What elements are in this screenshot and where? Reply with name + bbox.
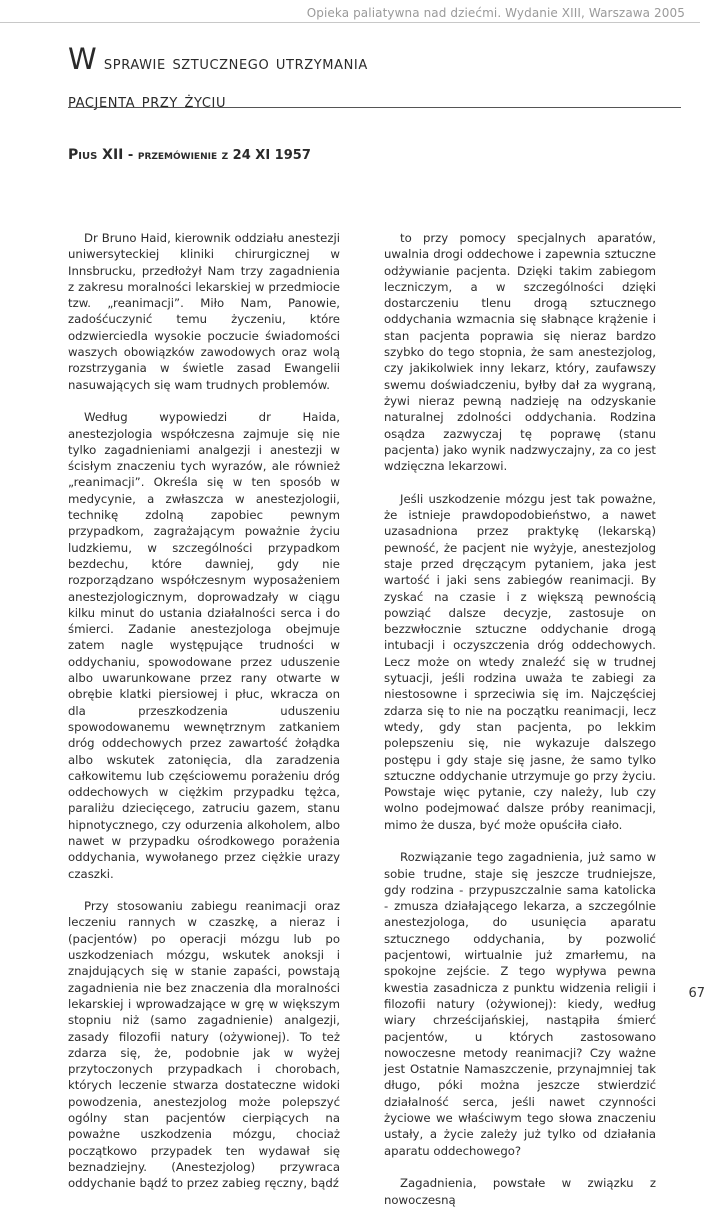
paragraph: Jeśli uszkodzenie mózgu jest tak poważne, że istnieje prawdopodobieństwo, a nawet uzasadniona przez praktykę (lekarską) pewność, że pacjent nie wyżyje, anestezjolog staje przed dręczącym pytaniem, jaka jest wartość i jaki sens zabiegów reanimacji. By zyskać na czasie i z większą pewnością powziąć dalsze decyzje, zastosuje on bezzwłocznie sztuczne oddychanie drogą intubacji i oczyszczenia dróg oddechowych. Lecz może on wtedy znaleźć się w trudnej sytuacji, jeśli rodzina uważa te zabiegi za niestosowne i sprzeciwia się im. Najczęściej zdarza się to nie na początku reanimacji, lecz wtedy, gdy stan pacjenta, po lekkim polepszeniu się, nie wykazuje dalszego postępu i gdy staje się jasne, że samo tylko sztuczne oddychanie utrzymuje go przy życiu. Powstaje więc pytanie, czy należy, lub czy wolno podejmować dalsze próby reanimacji, mimo że dusza, być może opuściła ciało. xyxy=(384,491,656,832)
title-rule xyxy=(68,107,681,108)
author-separator: - xyxy=(123,148,138,163)
author-line xyxy=(68,147,680,163)
title-initial: W xyxy=(68,42,98,76)
paragraph: Według wypowiedzi dr Haida, anestezjologia współczesna zajmuje się nie tylko zagadnieniami analgezji i anestezji w ścisłym znaczeniu tych wyrazów, ale również „reanimacji”. Określa się w ten sposób w medycynie, a zwłaszcza w anestezjologii, technikę zdolną zapobiec pewnym przypadkom, zagrażającym poważnie życiu ludzkiemu, w szczególności przypadkom bezdechu, które dawniej, gdy nie rozporządzano współczesnym wyposażeniem anestezjologicznym, doprowadzały w ciągu kilku minut do ustania działalności serca i do śmierci. Zadanie anestezjologa obejmuje zatem nagle występujące trudności w oddychaniu, spowodowane przez uduszenie albo uwarunkowane przez rany otwarte w obrębie klatki piersiowej i płuc, wkracza on dla przeszkodzenia uduszeniu spowodowanemu wewnętrznym zatkaniem dróg oddechowych przez zawartość żołądka albo wskutek zatonięcia, dla zaradzenia całkowitemu lub częściowemu porażeniu dróg oddechowych w ciężkim przypadku tężca, paraliżu dziecięcego, zatruciu gazem, stanu hipnotycznego, czy odurzenia alkoholem, albo nawet w przypadku ośrodkowego porażenia oddychania, wywołanego przez ciężkie urazy czaszki. xyxy=(68,410,340,881)
title-line-2: pacjenta przy życiu xyxy=(68,90,227,112)
running-header: Opieka paliatywna nad dziećmi. Wydanie XIII, Warszawa 2005 xyxy=(306,6,685,20)
title-line-1: sprawie sztucznego utrzymania xyxy=(97,52,368,74)
left-column xyxy=(68,230,340,1192)
page-number: 67 xyxy=(688,986,705,1001)
author-name: Pius XII xyxy=(68,147,124,163)
paragraph: Dr Bruno Haid, kierownik oddziału anestezji uniwersyteckiej kliniki chirurgicznej w Innsbrucku, przedłożył Nam trzy zagadnienia z zakresu moralności lekarskiej w przedmiocie tzw. „reanimacji”. Miło Nam, Panowie, zadośćuczynić temu życzeniu, które odzwierciedla wysokie poczucie świadomości waszych obowiązków zawodowych oraz wolą rozstrzygania w świetle zasad Ewangelii nasuwających się wam trudnych problemów. xyxy=(68,231,340,392)
paragraph: Przy stosowaniu zabiegu reanimacji oraz leczeniu rannych w czaszkę, a nieraz i (pacjentów) po operacji mózgu lub po uszkodzeniach mózgu, wskutek anoksji i znajdujących się w stanie zapaści, powstają zagadnienia nie bez znaczenia dla moralności lekarskiej i wprowadzające w grę w większym stopniu niż (samo zagadnienie) analgezji, zasady filozofii natury (ożywionej). To też zdarza się, że, podobnie jak w wyżej przytoczonych przypadkach i chorobach, których leczenie stwarza dostateczne widoki powodzenia, anestezjolog może polepszyć ogólny stan pacjentów cierpiących na poważne uszkodzenia mózgu, chociaż początkowo przypadek ten wydawał się beznadziejny. (Anestezjolog) przywraca oddychanie bądź to przez zabieg ręczny, bądź xyxy=(68,899,340,1191)
article-title xyxy=(68,40,680,120)
paragraph: Rozwiązanie tego zagadnienia, już samo w sobie trudne, staje się jeszcze trudniejsze, gdy rodzina - przypuszczalnie sama katolicka - zmusza działającego lekarza, a szczególnie anestezjologa, do usunięcia aparatu sztucznego oddychania, by pozwolić pacjentowi, wirtualnie już zmarłemu, na spokojne zejście. Z tego wypływa pewna kwestia zasadnicza z punktu widzenia religii i filozofii natury (ożywionej): kiedy, według wiary chrześcijańskiej, nastąpiła śmierć pacjentów, u których zastosowano nowoczesne metody reanimacji? Czy ważne jest Ostatnie Namaszczenie, przynajmniej tak długo, póki można jeszcze stwierdzić działalność serca, jeśli nawet czynności życiowe we właściwym tego słowa znaczeniu ustały, a życie zależy już tylko od działania aparatu oddechowego? xyxy=(384,850,656,1158)
paragraph: to przy pomocy specjalnych aparatów, uwalnia drogi oddechowe i zapewnia sztuczne odżywianie pacjenta. Dzięki takim zabiegom leczniczym, a w szczególności dzięki dostarczeniu tlenu drogą sztucznego oddychania wzmacnia się słabnące krążenie i stan pacjenta poprawia się nieraz bardzo szybko do tego stopnia, że sam anestezjolog, czy jakikolwiek inny lekarz, który, zaufawszy swemu doświadczeniu, byłby dał za wygraną, żywi nieraz pewną nadzieję na odzyskanie naturalnej zdolności oddychania. Rodzina osądza zazwyczaj tę poprawę (stanu pacjenta) jako wynik nadzwyczajny, za co jest wdzięczna lekarzowi. xyxy=(384,231,656,474)
author-note: przemówienie z 24 XI 1957 xyxy=(137,148,311,163)
right-column xyxy=(384,230,656,1208)
paragraph: Zagadnienia, powstałe w związku z nowoczesną xyxy=(384,1176,656,1207)
